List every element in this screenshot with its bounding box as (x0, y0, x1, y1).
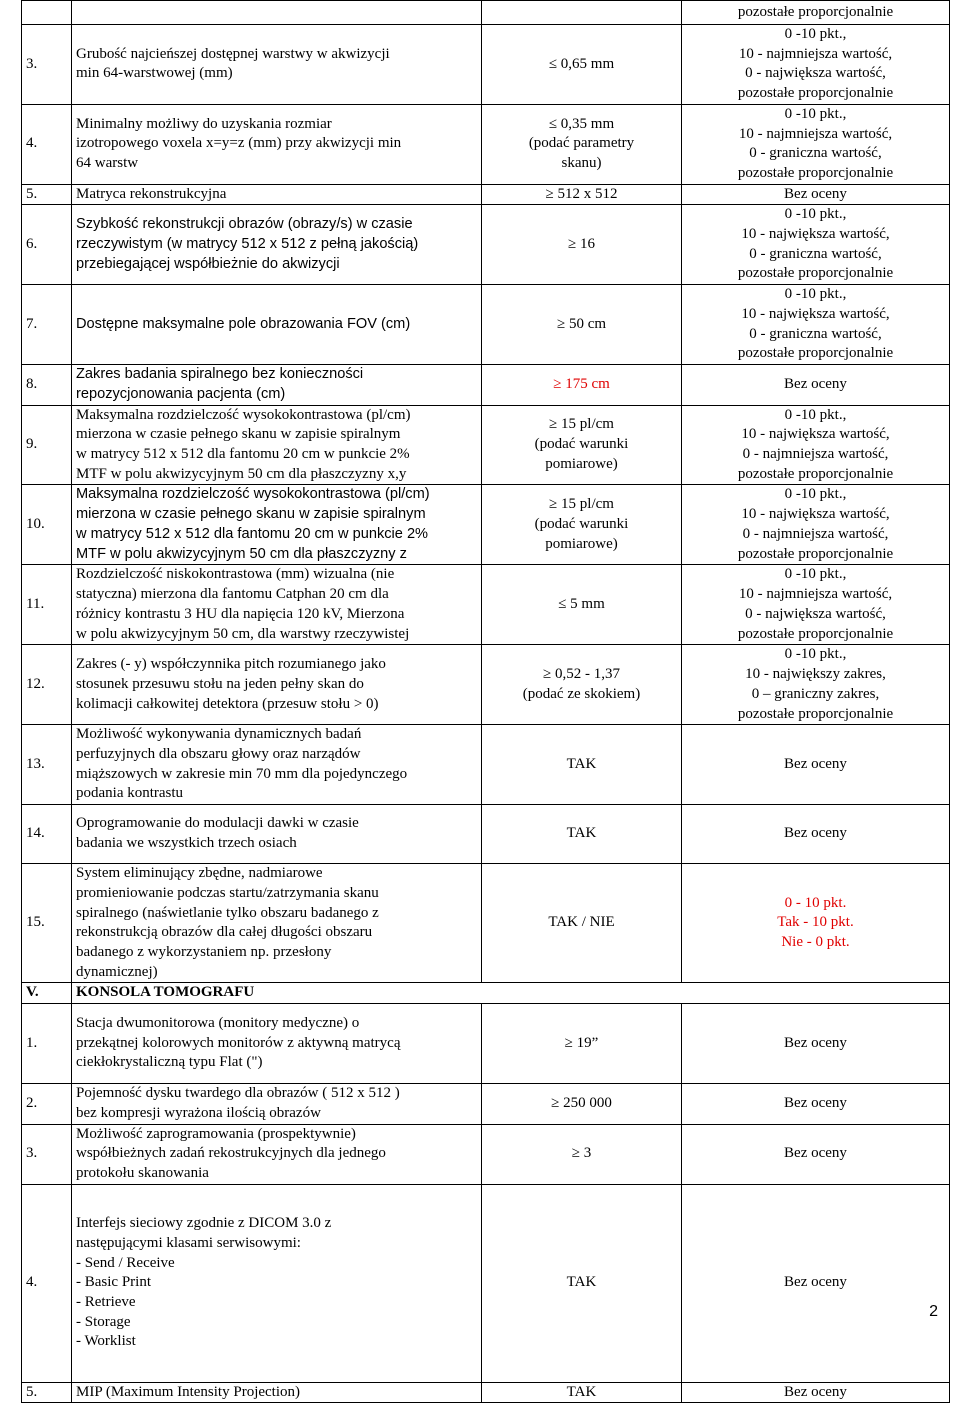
description-line: Dostępne maksymalne pole obrazowania FOV (cm) (76, 315, 411, 332)
table-row (22, 864, 950, 983)
value-line: ≥ 512 x 512 (545, 185, 618, 202)
description-line: izotropowego voxela x=y=z (mm) przy akwizycji min (76, 135, 402, 152)
description-line: podania kontrastu (76, 785, 184, 802)
value-line: TAK (566, 755, 597, 772)
scoring-line: 10 - największy zakres, (745, 666, 886, 683)
scoring-line: pozostałe proporcjonalnie (737, 85, 894, 102)
item-number (22, 645, 72, 725)
scoring-line: pozostałe proporcjonalnie (737, 705, 894, 722)
scoring-rule (682, 805, 950, 864)
scoring-line: 0 - najmniejsza wartość, (742, 525, 889, 542)
table-row (22, 1124, 950, 1184)
item-number (22, 104, 72, 184)
item-number (22, 805, 72, 864)
item-number-text: 12. (26, 676, 45, 692)
description-line: Interfejs sieciowy zgodnie z DICOM 3.0 z (76, 1215, 332, 1232)
item-number-text: 14. (26, 825, 45, 842)
required-value (482, 1084, 682, 1124)
description-line: przebiegającej współbieżnie do akwizycji (76, 255, 340, 272)
scoring-line: 10 - największa wartość, (741, 305, 890, 322)
table-row (22, 565, 950, 645)
scoring-line: 0 -10 pkt., (784, 646, 847, 663)
value-line: ≥ 19” (564, 1034, 599, 1051)
scoring-line: 0 -10 pkt., (784, 286, 847, 303)
description-line: mierzona w czasie pełnego skanu w zapisie spiralnym (76, 426, 401, 443)
value-line: skanu) (561, 155, 602, 172)
item-number (22, 565, 72, 645)
item-number (22, 1382, 72, 1403)
description-line: statyczna) mierzona dla fantomu Catphan 20 cm dla (76, 586, 389, 603)
table-row (22, 25, 950, 105)
item-number-text: 11. (26, 596, 45, 612)
item-number-text: 8. (26, 375, 38, 392)
description-line: Matryca rekonstrukcyjna (76, 185, 227, 202)
scoring-rule (682, 1382, 950, 1403)
scoring-line: 10 - najmniejsza wartość, (738, 125, 893, 142)
item-number (22, 1084, 72, 1124)
scoring-line: pozostałe proporcjonalnie (737, 465, 894, 482)
parameter-description (72, 365, 482, 405)
parameter-description (72, 725, 482, 805)
description-line: bez kompresji wyrażona ilością obrazów (76, 1104, 321, 1121)
scoring-rule (682, 184, 950, 205)
description-line: ciekłokrystaliczną typu Flat (") (76, 1054, 263, 1071)
description-line: miąższowych w zakresie min 70 mm dla pojedynczego (76, 765, 408, 782)
required-value (482, 485, 682, 565)
description-line: stosunek przesuwu stołu na jeden pełny skan do (76, 676, 364, 692)
item-number-text: 13. (26, 755, 45, 772)
value-line: ≥ 0,52 - 1,37 (543, 666, 620, 683)
description-line: MTF w polu akwizycyjnym 50 cm dla płaszczyzny x,y (76, 465, 407, 482)
value-line: ≥ 15 pl/cm (549, 416, 614, 433)
table-row (22, 1184, 950, 1382)
item-number (22, 983, 72, 1004)
scoring-line: 0 -10 pkt., (784, 105, 847, 122)
value-line: TAK / NIE (548, 914, 615, 931)
table-row (22, 405, 950, 485)
table-row (22, 184, 950, 205)
value-line: ≤ 5 mm (558, 596, 605, 612)
scoring-line: 0 -10 pkt., (784, 206, 847, 223)
value-line: pomiarowe) (545, 535, 618, 552)
value-line: ≥ 175 cm (553, 375, 610, 392)
table-row (22, 485, 950, 565)
scoring-rule (682, 405, 950, 485)
parameter-description (72, 1184, 482, 1382)
description-line: współbieżnych zadań rekostrukcyjnych dla jednego (76, 1145, 386, 1162)
scoring-rule (682, 565, 950, 645)
description-line: Oprogramowanie do modulacji dawki w czasie (76, 815, 359, 832)
scoring-line: 0 - największa wartość, (745, 605, 886, 622)
scoring-line: 0 - graniczna wartość, (749, 325, 882, 342)
description-line: rekonstrukcją obrazów dla całej długości obszaru (76, 924, 373, 941)
scoring-line: Bez oceny (784, 1034, 847, 1051)
item-number (22, 405, 72, 485)
scoring-line: Bez oceny (784, 1145, 847, 1162)
scoring-line: pozostałe proporcjonalnie (737, 3, 894, 20)
description-line: Możliwość wykonywania dynamicznych badań (76, 726, 362, 743)
scoring-rule (682, 1124, 950, 1184)
item-number (22, 1, 72, 25)
description-line: przekątnej kolorowych monitorów z aktywną matrycą (76, 1034, 401, 1051)
scoring-line: Bez oceny (784, 1094, 847, 1111)
scoring-line: Bez oceny (784, 755, 847, 772)
item-number-text: 2. (26, 1094, 38, 1111)
value-line: ≤ 0,35 mm (548, 115, 615, 132)
scoring-line: 0 - największa wartość, (745, 65, 886, 82)
description-line: mierzona w czasie pełnego skanu w zapisie spiralnym (76, 506, 426, 523)
item-number (22, 205, 72, 285)
required-value (482, 184, 682, 205)
item-number (22, 485, 72, 565)
scoring-line: pozostałe proporcjonalnie (737, 625, 894, 642)
table-row (22, 725, 950, 805)
table-row (22, 205, 950, 285)
table-row (22, 983, 950, 1004)
value-line: (podać warunki (534, 516, 629, 532)
scoring-line: 0 – graniczny zakres, (751, 685, 880, 702)
scoring-line: 0 -10 pkt., (784, 486, 847, 503)
description-line: spiralnego (naświetlanie tylko obszaru badanego z (76, 904, 379, 921)
parameter-description (72, 565, 482, 645)
description-line: Stacja dwumonitorowa (monitory medyczne) o (76, 1015, 360, 1032)
description-line: - Storage (76, 1313, 131, 1330)
scoring-line: 10 - najmniejsza wartość, (738, 586, 893, 603)
required-value (482, 565, 682, 645)
table-row (22, 1, 950, 25)
description-line: następującymi klasami serwisowymi: (76, 1234, 301, 1251)
scoring-rule (682, 1084, 950, 1124)
parameter-description (72, 645, 482, 725)
description-line: MIP (Maximum Intensity Projection) (76, 1383, 301, 1400)
scoring-line: pozostałe proporcjonalnie (737, 164, 894, 181)
required-value (482, 285, 682, 365)
item-number-text: 7. (26, 315, 38, 332)
scoring-line: 10 - największa wartość, (741, 506, 890, 523)
description-line: Grubość najcieńszej dostępnej warstwy w akwizycji (76, 45, 390, 62)
scoring-line: 10 - największa wartość, (741, 426, 890, 443)
table-row (22, 1084, 950, 1124)
description-line: w matrycy 512 x 512 dla fantomu 20 cm w punkcie 2% (76, 525, 429, 542)
description-line: różnicy kontrastu 3 HU dla napięcia 120 kV, Mierzona (76, 605, 405, 622)
item-number-text: 9. (26, 436, 38, 453)
scoring-rule (682, 104, 950, 184)
required-value (482, 1382, 682, 1403)
parameter-description (72, 25, 482, 105)
item-number (22, 864, 72, 983)
value-line: ≥ 3 (571, 1145, 592, 1162)
description-line: Minimalny możliwy do uzyskania rozmiar (76, 115, 332, 132)
table-row (22, 805, 950, 864)
value-line: (podać ze skokiem) (522, 685, 641, 702)
description-line: - Basic Print (76, 1274, 151, 1291)
parameter-description (72, 1084, 482, 1124)
item-number-text: 3. (26, 55, 38, 72)
description-line: w matrycy 512 x 512 dla fantomu 20 cm w punkcie 2% (76, 445, 410, 462)
item-number-text: 1. (26, 1034, 38, 1051)
description-line: dynamicznej) (76, 963, 158, 980)
required-value (482, 104, 682, 184)
value-line: (podać warunki (534, 436, 629, 453)
description-line: KONSOLA TOMOGRAFU (76, 984, 255, 1001)
scoring-line: Bez oceny (784, 825, 847, 842)
parameter-description (72, 104, 482, 184)
item-number (22, 365, 72, 405)
required-value (482, 1184, 682, 1382)
item-number (22, 184, 72, 205)
item-number-text: 4. (26, 135, 38, 152)
parameter-description (72, 405, 482, 485)
table-row (22, 1004, 950, 1084)
value-line: TAK (566, 1383, 597, 1400)
item-number (22, 1124, 72, 1184)
scoring-line: pozostałe proporcjonalnie (737, 265, 894, 282)
required-value (482, 25, 682, 105)
description-line: w polu akwizycyjnym 50 cm, dla warstwy rzeczywistej (76, 625, 410, 642)
item-number-text: 4. (26, 1274, 38, 1291)
item-number-text: 6. (26, 235, 38, 252)
scoring-line: Bez oceny (784, 1383, 847, 1400)
description-line: perfuzyjnych dla obszaru głowy oraz narządów (76, 746, 361, 763)
value-line: ≥ 250 000 (551, 1094, 612, 1111)
required-value (482, 805, 682, 864)
parameter-description (72, 205, 482, 285)
scoring-line: 0 - graniczna wartość, (749, 245, 882, 262)
scoring-rule (682, 1, 950, 25)
value-line: TAK (566, 825, 597, 842)
description-line: min 64-warstwowej (mm) (76, 65, 233, 82)
table-row (22, 285, 950, 365)
scoring-rule (682, 365, 950, 405)
required-value (482, 365, 682, 405)
table-row (22, 645, 950, 725)
description-line: Maksymalna rozdzielczość wysokokontrastowa (pl/cm) (76, 406, 411, 423)
scoring-line: 0 - graniczna wartość, (749, 145, 882, 162)
scoring-rule (682, 25, 950, 105)
item-number (22, 725, 72, 805)
value-line: (podać parametry (528, 135, 635, 152)
item-number (22, 1004, 72, 1084)
description-line: protokołu skanowania (76, 1164, 209, 1181)
page-number: 2 (929, 1303, 938, 1320)
parameter-description (72, 1, 482, 25)
scoring-line: pozostałe proporcjonalnie (737, 545, 894, 562)
description-line: Rozdzielczość niskokontrastowa (mm) wizualna (nie (76, 566, 395, 583)
scoring-rule (682, 285, 950, 365)
description-line: - Worklist (76, 1333, 136, 1350)
description-line: badania we wszystkich trzech osiach (76, 835, 297, 852)
description-line: - Send / Receive (76, 1254, 175, 1271)
scoring-line: Tak - 10 pkt. (777, 914, 854, 931)
scoring-rule (682, 1004, 950, 1084)
description-line: 64 warstw (76, 155, 139, 172)
description-line: rzeczywistym (w matrycy 512 x 512 z pełną jakością) (76, 235, 419, 252)
scoring-line: 0 -10 pkt., (784, 26, 847, 42)
parameter-description (72, 983, 950, 1004)
value-line: ≤ 0,65 mm (548, 55, 615, 72)
required-value (482, 405, 682, 485)
item-number (22, 25, 72, 105)
description-line: Zakres badania spiralnego bez konieczności (76, 366, 364, 383)
item-number (22, 285, 72, 365)
table-row (22, 365, 950, 405)
scoring-line: 0 -10 pkt., (784, 406, 847, 423)
item-number-text: 15. (26, 914, 45, 931)
scoring-line: Bez oceny (784, 185, 847, 202)
scoring-rule (682, 864, 950, 983)
scoring-rule (682, 645, 950, 725)
scoring-line: 10 - najmniejsza wartość, (738, 45, 893, 62)
table-row (22, 104, 950, 184)
requirements-table (21, 0, 950, 1403)
value-line: ≥ 50 cm (556, 315, 607, 332)
description-line: - Retrieve (76, 1293, 136, 1310)
required-value (482, 645, 682, 725)
description-line: repozycjonowania pacjenta (cm) (76, 385, 286, 402)
scoring-line: 10 - największa wartość, (741, 226, 890, 243)
scoring-rule (682, 1184, 950, 1382)
parameter-description (72, 184, 482, 205)
parameter-description (72, 805, 482, 864)
scoring-rule (682, 725, 950, 805)
description-line: promieniowanie podczas startu/zatrzymania skanu (76, 884, 379, 901)
parameter-description (72, 864, 482, 983)
table-row (22, 1382, 950, 1403)
description-line: Maksymalna rozdzielczość wysokokontrastowa (pl/cm) (76, 486, 430, 503)
description-line: MTF w polu akwizycyjnym 50 cm dla płaszczyzny z (76, 545, 407, 562)
description-line: Szybkość rekonstrukcji obrazów (obrazy/s) w czasie (76, 216, 413, 233)
description-line: badanego z wykorzystaniem np. przesłony (76, 943, 332, 960)
required-value (482, 205, 682, 285)
scoring-rule (682, 205, 950, 285)
scoring-rule (682, 485, 950, 565)
parameter-description (72, 1382, 482, 1403)
item-number (22, 1184, 72, 1382)
parameter-description (72, 1004, 482, 1084)
description-line: Możliwość zaprogramowania (prospektywnie) (76, 1125, 356, 1142)
value-line: pomiarowe) (545, 455, 618, 472)
required-value (482, 1004, 682, 1084)
parameter-description (72, 1124, 482, 1184)
item-number-text: 5. (26, 1383, 38, 1400)
parameter-description (72, 485, 482, 565)
value-line: ≥ 16 (568, 235, 595, 252)
required-value (482, 725, 682, 805)
item-number-text: V. (26, 984, 39, 1001)
description-line: kolimacji całkowitej detektora (przesuw stołu > 0) (76, 695, 379, 712)
scoring-line: Nie - 0 pkt. (781, 934, 850, 951)
value-line: ≥ 15 pl/cm (549, 496, 614, 513)
required-value (482, 1, 682, 25)
required-value (482, 864, 682, 983)
description-line: Zakres (- y) współczynnika pitch rozumianego jako (76, 656, 386, 673)
required-value (482, 1124, 682, 1184)
description-line: System eliminujący zbędne, nadmiarowe (76, 865, 323, 882)
item-number-text: 5. (26, 185, 38, 202)
scoring-line: 0 - 10 pkt. (784, 894, 847, 911)
item-number-text: 3. (26, 1145, 38, 1162)
value-line: TAK (566, 1274, 597, 1291)
item-number-text: 10. (26, 516, 45, 532)
parameter-description (72, 285, 482, 365)
scoring-line: pozostałe proporcjonalnie (737, 345, 894, 362)
scoring-line: 0 -10 pkt., (784, 566, 847, 583)
description-line: Pojemność dysku twardego dla obrazów ( 512 x 512 ) (76, 1085, 400, 1102)
scoring-line: Bez oceny (784, 1274, 847, 1291)
scoring-line: Bez oceny (784, 375, 847, 392)
scoring-line: 0 - najmniejsza wartość, (742, 445, 889, 462)
